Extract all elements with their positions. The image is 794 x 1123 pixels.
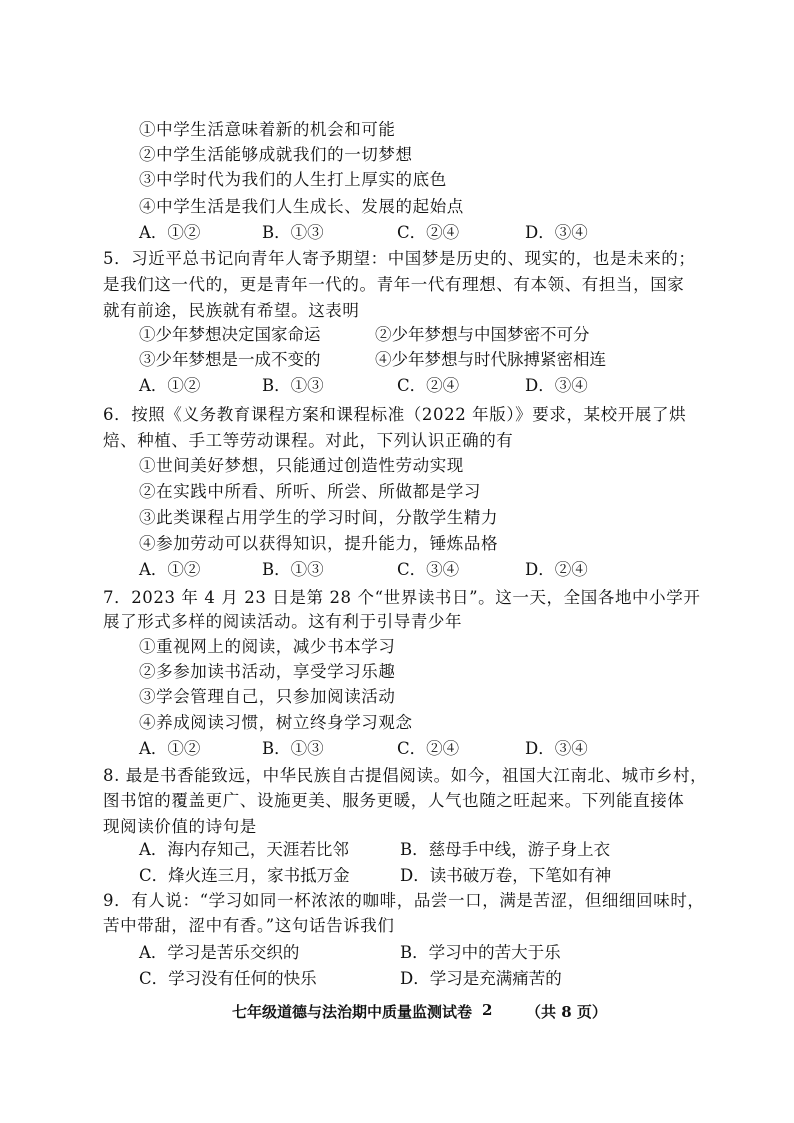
statement-item: ④少年梦想与时代脉搏紧密相连 bbox=[375, 350, 606, 369]
statement-line: 现阅读价值的诗句是 bbox=[103, 817, 257, 836]
answer-option: C．③④ bbox=[397, 560, 460, 579]
answer-option: D．③④ bbox=[525, 376, 588, 395]
answer-option: C．学习没有任何的快乐 bbox=[139, 969, 317, 988]
statement-line: 苦中带甜，涩中有香。”这句话告诉我们 bbox=[103, 916, 395, 935]
statement-line: ④中学生活是我们人生成长、发展的起始点 bbox=[139, 197, 464, 216]
answer-option: D．②④ bbox=[525, 560, 588, 579]
statement-line: ②中学生活能够成就我们的一切梦想 bbox=[139, 145, 413, 164]
answer-option: C．②④ bbox=[397, 739, 460, 758]
question-stem-line: 7．2023 年 4 月 23 日是第 28 个“世界读书日”。这一天，全国各地中小学开 bbox=[103, 588, 701, 607]
answer-option: B．①③ bbox=[262, 739, 324, 758]
answer-option: B．慈母手中线，游子身上衣 bbox=[400, 840, 611, 859]
answer-option: C．②④ bbox=[397, 376, 460, 395]
answer-option: B．①③ bbox=[262, 560, 324, 579]
answer-option: A．①② bbox=[139, 376, 201, 395]
answer-option: B．①③ bbox=[262, 223, 324, 242]
answer-option: A．①② bbox=[139, 739, 201, 758]
statement-line: 就有前途，民族就有希望。这表明 bbox=[103, 301, 360, 320]
answer-option: C．烽火连三月，家书抵万金 bbox=[139, 866, 350, 885]
question-stem-line: 6．按照《义务教育课程方案和课程标准（2022 年版）》要求，某校开展了烘 bbox=[103, 405, 687, 424]
answer-option: A．①② bbox=[139, 223, 201, 242]
statement-line: ②多参加读书活动，享受学习乐趣 bbox=[139, 662, 396, 681]
statement-item: ③少年梦想是一成不变的 bbox=[139, 350, 321, 369]
answer-option: C．②④ bbox=[397, 223, 460, 242]
answer-option: D．③④ bbox=[525, 223, 588, 242]
answer-option: D．读书破万卷，下笔如有神 bbox=[400, 866, 612, 885]
answer-option: A．海内存知己，天涯若比邻 bbox=[139, 840, 349, 859]
statement-item: ②少年梦想与中国梦密不可分 bbox=[375, 325, 590, 344]
question-stem-line: 9．有人说：“学习如同一杯浓浓的咖啡，品尝一口，满是苦涩，但细细回味时， bbox=[103, 891, 705, 910]
statement-line: ①世间美好梦想，只能通过创造性劳动实现 bbox=[139, 456, 464, 475]
statement-line: ③学会管理自己，只参加阅读活动 bbox=[139, 687, 396, 706]
statement-line: ①中学生活意味着新的机会和可能 bbox=[139, 120, 396, 139]
footer-page-number: 2 bbox=[482, 1001, 493, 1019]
answer-option: B．①③ bbox=[262, 376, 324, 395]
answer-option: D．学习是充满痛苦的 bbox=[400, 969, 562, 988]
statement-line: ①重视网上的阅读，减少书本学习 bbox=[139, 637, 396, 656]
answer-option: A．①② bbox=[139, 560, 201, 579]
statement-line: ②在实践中所看、所听、所尝、所做都是学习 bbox=[139, 482, 481, 501]
answer-option: A．学习是苦乐交织的 bbox=[139, 943, 300, 962]
statement-item: ①少年梦想决定国家命运 bbox=[139, 325, 321, 344]
statement-line: ③中学时代为我们的人生打上厚实的底色 bbox=[139, 170, 447, 189]
statement-line: ④养成阅读习惯，树立终身学习观念 bbox=[139, 713, 413, 732]
statement-line: 展了形式多样的阅读活动。这有利于引导青少年 bbox=[103, 612, 463, 631]
footer-total-pages: （共 8 页） bbox=[526, 1003, 607, 1021]
statement-line: 图书馆的覆盖更广、设施更美、服务更暖，人气也随之旺起来。下列能直接体 bbox=[103, 791, 685, 810]
statement-line: ③此类课程占用学生的学习时间，分散学生精力 bbox=[139, 508, 499, 527]
statement-line: ④参加劳动可以获得知识，提升能力，锤炼品格 bbox=[139, 534, 499, 553]
answer-option: D．③④ bbox=[525, 739, 588, 758]
statement-line: 是我们这一代的，更是青年一代的。青年一代有理想、有本领、有担当，国家 bbox=[103, 275, 685, 294]
question-stem-line: 8. 最是书香能致远，中华民族自古提倡阅读。如今，祖国大江南北、城市乡村， bbox=[103, 766, 708, 785]
question-stem-line: 5．习近平总书记向青年人寄予期望：中国梦是历史的、现实的，也是未来的； bbox=[103, 249, 696, 268]
footer-title: 七年级道德与法治期中质量监测试卷 bbox=[232, 1003, 473, 1021]
statement-line: 焙、种植、手工等劳动课程。对此，下列认识正确的有 bbox=[103, 431, 514, 450]
answer-option: B．学习中的苦大于乐 bbox=[400, 943, 561, 962]
